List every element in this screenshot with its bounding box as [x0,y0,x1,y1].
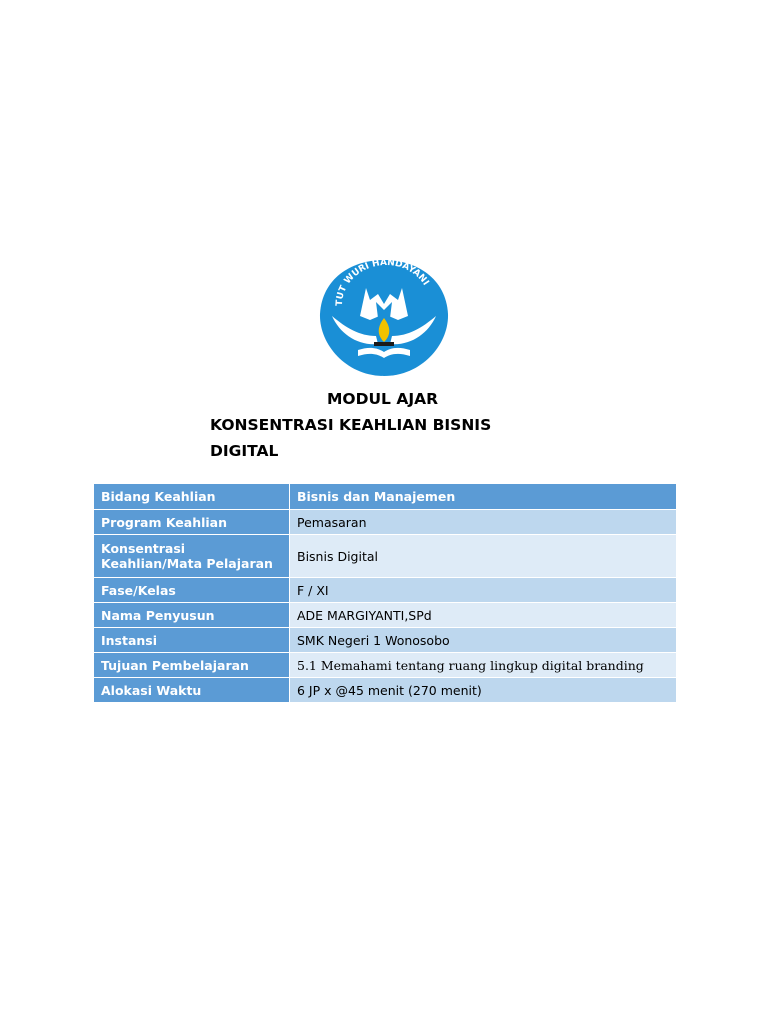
row-value: Pemasaran [290,509,677,534]
row-label: Konsentrasi Keahlian/Mata Pelajaran [94,534,290,577]
module-info-table [94,484,676,703]
row-value: ADE MARGIYANTI,SPd [290,602,677,627]
tut-wuri-handayani-logo [318,258,450,378]
row-value: F / XI [290,577,677,602]
row-label: Fase/Kelas [94,577,290,602]
tut-wuri-handayani-emblem-icon [318,258,450,378]
table-row [94,652,676,677]
logo-motto: TUT WURI HANDAYANI [334,258,431,307]
table-row [94,677,676,702]
table-row [94,484,676,509]
table-row [94,577,676,602]
table-row [94,602,676,627]
row-value: 5.1 Memahami tentang ruang lingkup digital branding [290,652,677,677]
row-label: Nama Penyusun [94,602,290,627]
row-label: Instansi [94,627,290,652]
table-row [94,534,676,577]
document-title [210,386,540,464]
table-row [94,509,676,534]
row-label: Program Keahlian [94,509,290,534]
title-line-1: MODUL AJAR [327,390,439,408]
row-value: SMK Negeri 1 Wonosobo [290,627,677,652]
table-row [94,627,676,652]
row-label: Bidang Keahlian [94,484,290,509]
row-value: 6 JP x @45 menit (270 menit) [290,677,677,702]
title-line-2: KONSENTRASI KEAHLIAN BISNIS DIGITAL [210,416,492,460]
row-label: Tujuan Pembelajaran [94,652,290,677]
row-value: Bisnis dan Manajemen [290,484,677,509]
row-value: Bisnis Digital [290,534,677,577]
row-label: Alokasi Waktu [94,677,290,702]
